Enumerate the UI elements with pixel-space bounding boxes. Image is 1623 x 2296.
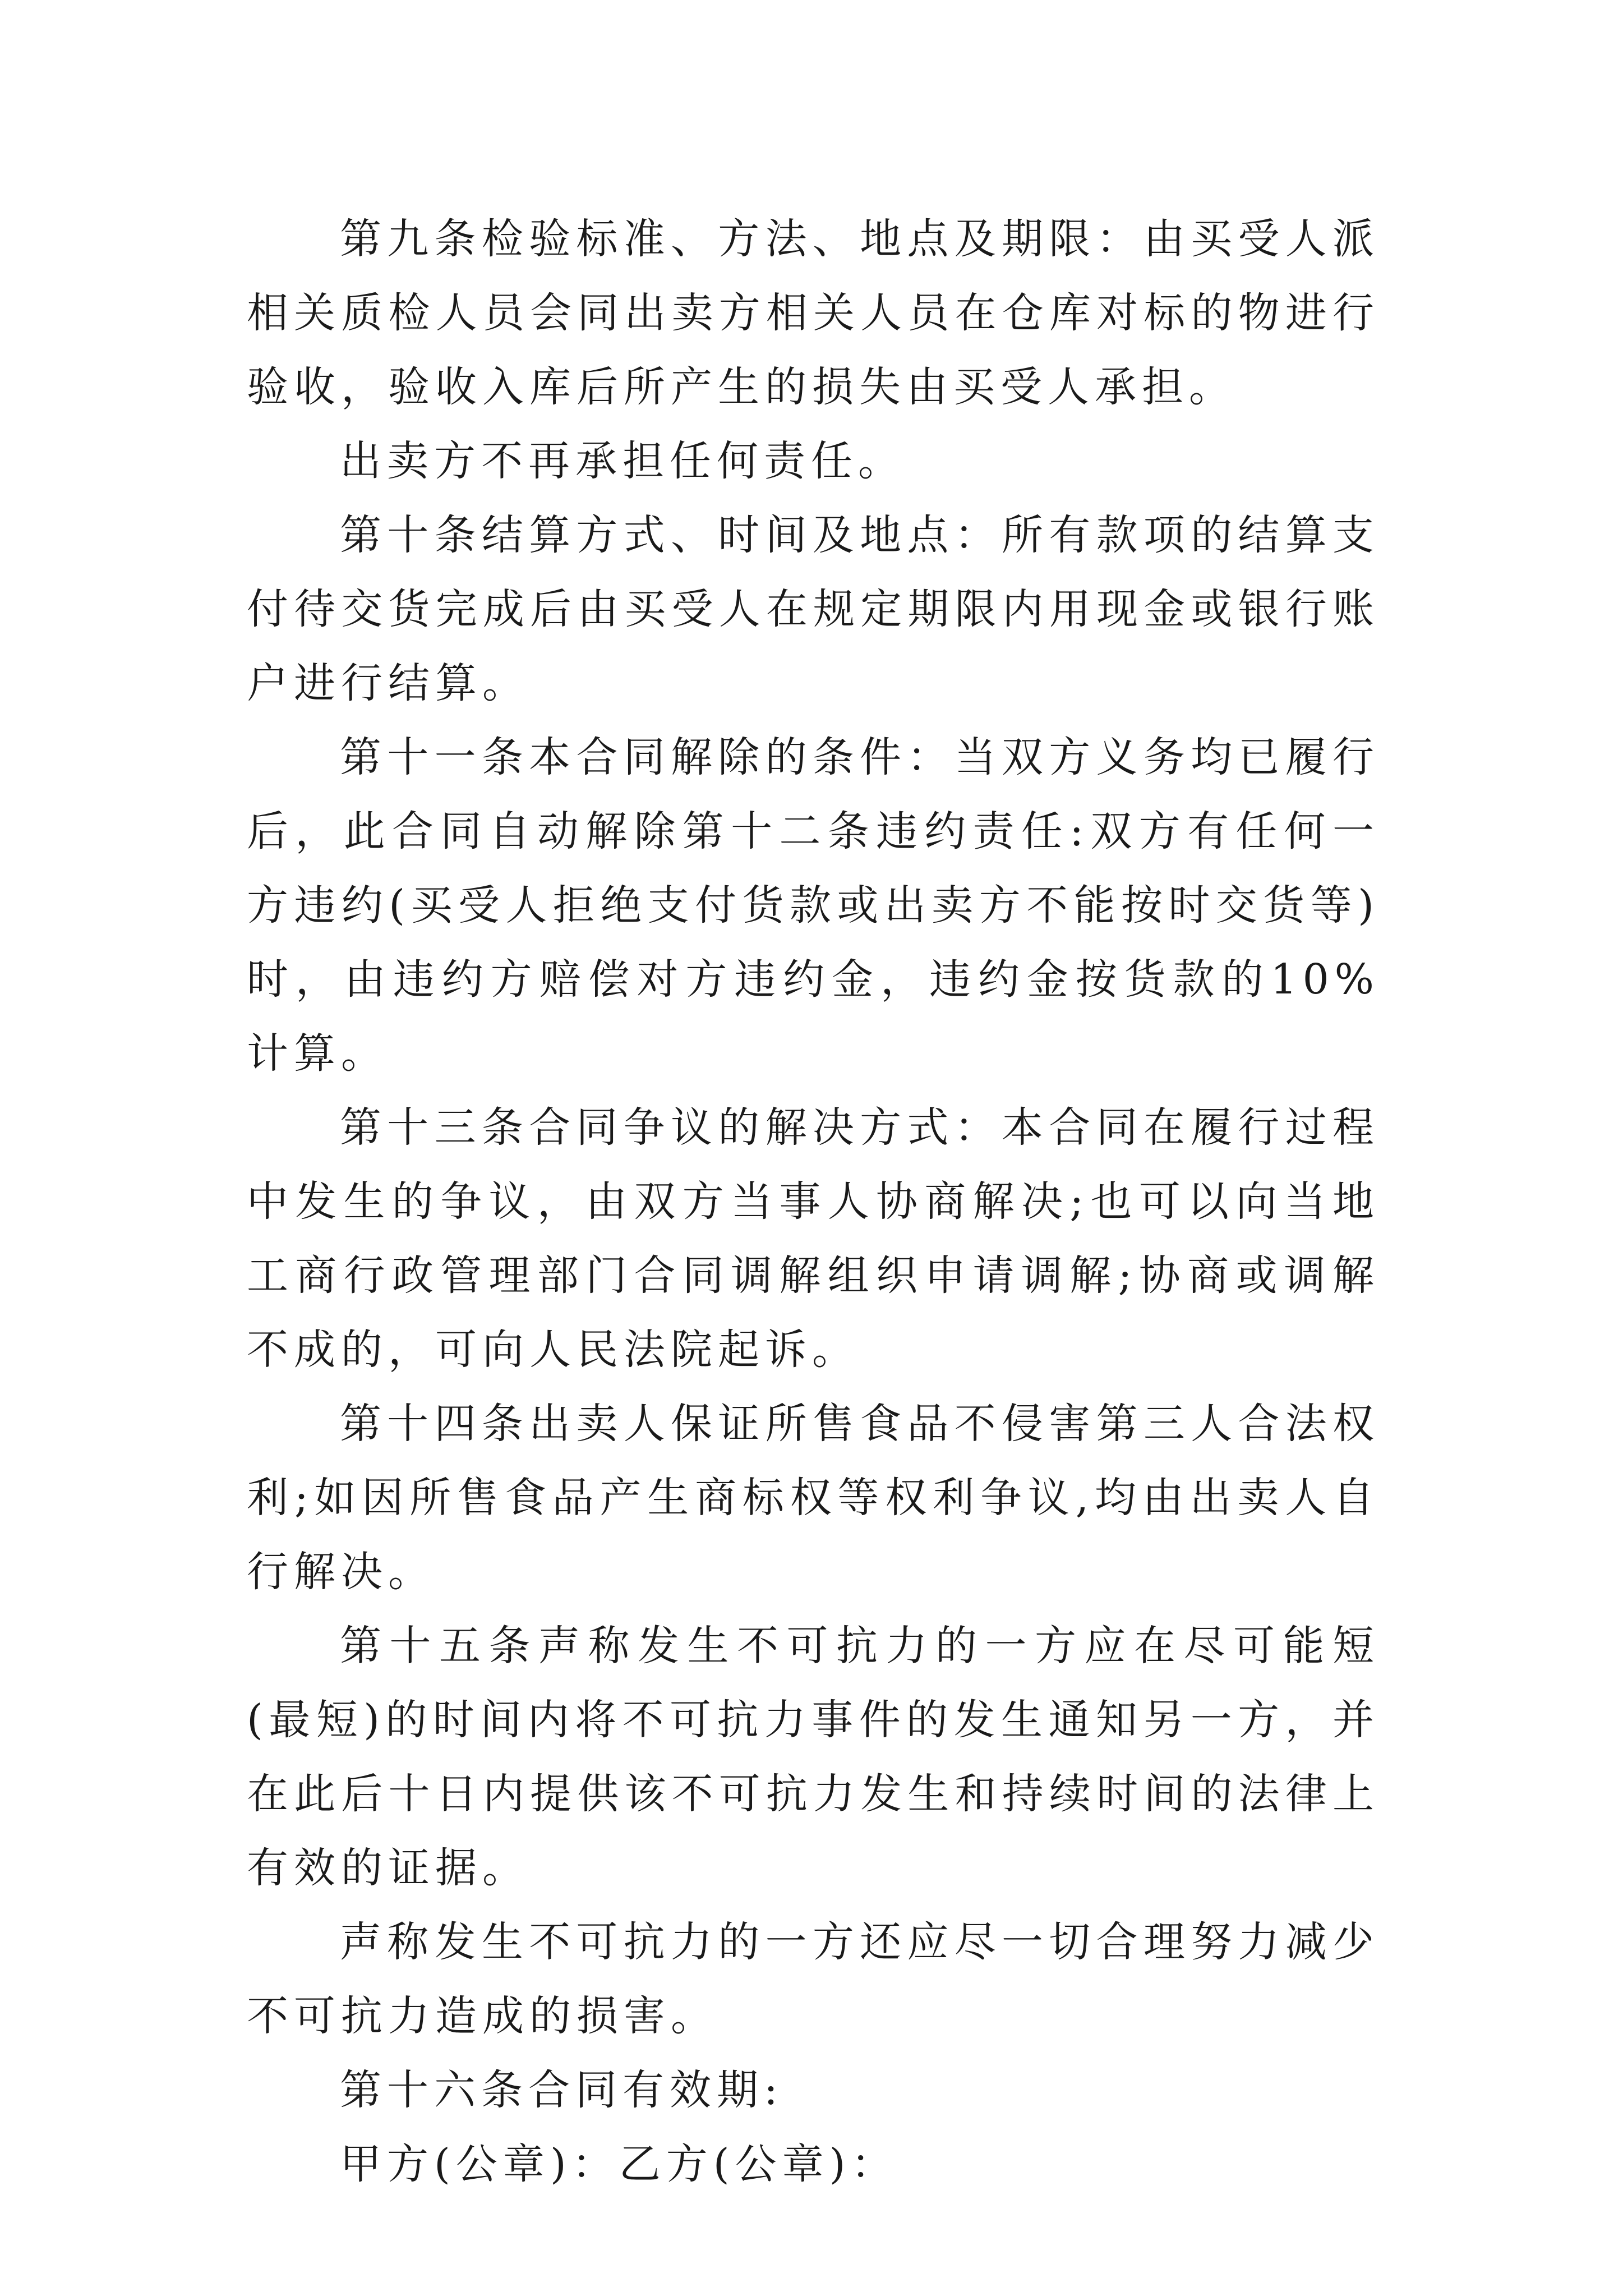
paragraph-article-9: 第九条检验标准、方法、地点及期限：由买受人派相关质检人员会同出卖方相关人员在仓库对标的物进行验收，验收入库后所产生的损失由买受人承担。: [247, 215, 1380, 411]
paragraph-article-14: 第十四条出卖人保证所售食品不侵害第三人合法权利;如因所售食品产生商标权等权利争议,均由出卖人自行解决。: [247, 1400, 1380, 1596]
paragraph-force-majeure-mitigation: 声称发生不可抗力的一方还应尽一切合理努力减少不可抗力造成的损害。: [247, 1918, 1380, 2040]
paragraph-seller-liability: 出卖方不再承担任何责任。: [340, 437, 905, 485]
paragraph-article-13: 第十三条合同争议的解决方式：本合同在履行过程中发生的争议，由双方当事人协商解决;也可以向当地工商行政管理部门合同调解组织申请调解;协商或调解不成的，可向人民法院起诉。: [247, 1103, 1380, 1374]
paragraph-article-16: 第十六条合同有效期:: [340, 2066, 783, 2114]
contract-body: [247, 202, 1380, 2201]
paragraph-article-11-12: 第十一条本合同解除的条件：当双方义务均已履行后，此合同自动解除第十二条违约责任:双方有任何一方违约(买受人拒绝支付货款或出卖方不能按时交货等)时，由违约方赔偿对方违约金，违约金按货款的10%计算。: [247, 733, 1380, 1078]
paragraph-article-15: 第十五条声称发生不可抗力的一方应在尽可能短(最短)的时间内将不可抗力事件的发生通知另一方，并在此后十日内提供该不可抗力发生和持续时间的法律上有效的证据。: [247, 1622, 1380, 1892]
signature-line: 甲方(公章)：乙方(公章)：: [340, 2140, 898, 2188]
paragraph-article-10: 第十条结算方式、时间及地点：所有款项的结算支付待交货完成后由买受人在规定期限内用现金或银行账户进行结算。: [247, 511, 1380, 707]
